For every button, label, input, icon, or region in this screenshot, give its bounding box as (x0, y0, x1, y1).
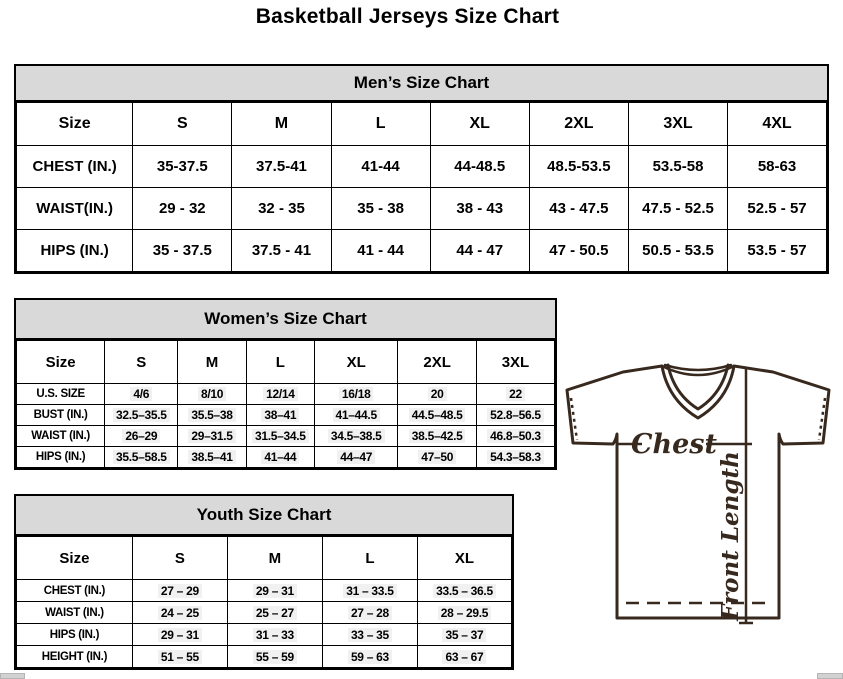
size-value: 55 – 59 (253, 650, 297, 664)
size-value: 35.5–58.5 (113, 450, 170, 464)
column-header: 3XL (628, 103, 727, 146)
size-value: 31 – 33.5 (343, 584, 396, 598)
size-value-cell (315, 384, 398, 405)
size-value: 32.5–35.5 (113, 408, 170, 422)
row-label: BUST (IN.) (17, 405, 105, 426)
size-value-cell (417, 624, 511, 646)
size-value-cell (246, 447, 314, 468)
size-value-cell (476, 426, 554, 447)
size-value: 38–41 (261, 408, 299, 422)
size-column-header: Size (17, 537, 133, 580)
size-column-header: Size (17, 103, 133, 146)
size-value: 29 – 31 (158, 628, 202, 642)
column-header: S (105, 341, 178, 384)
size-value-cell (227, 580, 322, 602)
size-value: 12/14 (263, 387, 298, 401)
size-value: 47–50 (418, 450, 456, 464)
size-value: 22 (506, 387, 525, 401)
size-value-cell (246, 384, 314, 405)
size-value-cell (322, 624, 417, 646)
size-value-cell (227, 624, 322, 646)
size-value: 35 – 37 (442, 628, 486, 642)
mens-size-chart (14, 64, 829, 274)
table-row (17, 188, 827, 230)
table-row (17, 230, 827, 272)
size-value-cell: 53.5-58 (628, 146, 727, 188)
size-value-cell (476, 384, 554, 405)
size-value-cell: 37.5-41 (232, 146, 331, 188)
size-value: 41–44 (261, 450, 299, 464)
front-length-label: Front Length (717, 451, 744, 621)
size-value: 38.5–41 (188, 450, 235, 464)
size-value-cell: 43 - 47.5 (529, 188, 628, 230)
size-value: 46.8–50.3 (487, 429, 544, 443)
column-header: L (322, 537, 417, 580)
size-value-cell (315, 447, 398, 468)
size-value: 35.5–38 (188, 408, 235, 422)
column-header: M (178, 341, 246, 384)
size-value-cell (178, 426, 246, 447)
size-value-cell (398, 447, 477, 468)
column-header: S (133, 103, 232, 146)
row-label: HIPS (IN.) (17, 447, 105, 468)
table-row (17, 426, 555, 447)
horizontal-scrollbar-right-button[interactable] (817, 673, 843, 679)
table-row (17, 384, 555, 405)
size-value-cell: 58-63 (728, 146, 827, 188)
size-value-cell (398, 426, 477, 447)
size-value: 38.5–42.5 (409, 429, 466, 443)
size-value-cell (322, 580, 417, 602)
size-value: 16/18 (339, 387, 374, 401)
size-value-cell: 47 - 50.5 (529, 230, 628, 272)
size-value-cell (132, 624, 227, 646)
size-value-cell (105, 447, 178, 468)
column-header: 4XL (728, 103, 827, 146)
size-value-cell (227, 602, 322, 624)
jersey-outline (567, 366, 829, 618)
table-title: Men’s Size Chart (16, 66, 827, 102)
size-value-cell (178, 447, 246, 468)
size-value-cell: 50.5 - 53.5 (628, 230, 727, 272)
size-value: 29 – 31 (253, 584, 297, 598)
size-value: 44–47 (337, 450, 375, 464)
size-value: 44.5–48.5 (409, 408, 466, 422)
horizontal-scrollbar-left-button[interactable] (0, 673, 25, 679)
youth-size-chart (14, 494, 514, 670)
size-value-cell: 37.5 - 41 (232, 230, 331, 272)
column-header: 2XL (529, 103, 628, 146)
column-header: L (246, 341, 314, 384)
size-value: 31 – 33 (253, 628, 297, 642)
size-value-cell: 35 - 37.5 (133, 230, 232, 272)
womens-size-chart (14, 298, 557, 470)
jersey-measurement-diagram (556, 356, 843, 668)
row-label: HIPS (IN.) (17, 230, 133, 272)
size-value-cell: 41-44 (331, 146, 430, 188)
column-header: L (331, 103, 430, 146)
size-value: 20 (428, 387, 447, 401)
size-value-cell (398, 384, 477, 405)
size-value: 31.5–34.5 (252, 429, 309, 443)
size-value-cell (105, 405, 178, 426)
size-value-cell (246, 426, 314, 447)
size-value-cell (476, 405, 554, 426)
size-value-cell (178, 384, 246, 405)
row-label: U.S. SIZE (17, 384, 105, 405)
column-header: M (227, 537, 322, 580)
chest-label: Chest (631, 429, 717, 460)
column-header: XL (315, 341, 398, 384)
womens-table (16, 340, 555, 468)
size-value-cell: 41 - 44 (331, 230, 430, 272)
size-value-cell: 47.5 - 52.5 (628, 188, 727, 230)
size-value-cell: 38 - 43 (430, 188, 529, 230)
size-value: 24 – 25 (158, 606, 202, 620)
size-value-cell (105, 384, 178, 405)
size-value: 4/6 (130, 387, 152, 401)
mens-table (16, 102, 827, 272)
size-value: 54.3–58.3 (487, 450, 544, 464)
column-header: XL (430, 103, 529, 146)
column-header: 3XL (476, 341, 554, 384)
table-title: Women’s Size Chart (16, 300, 555, 340)
size-value: 33 – 35 (348, 628, 392, 642)
column-header: M (232, 103, 331, 146)
size-value-cell: 52.5 - 57 (728, 188, 827, 230)
size-value-cell (322, 646, 417, 668)
size-value-cell: 32 - 35 (232, 188, 331, 230)
row-label: CHEST (IN.) (17, 146, 133, 188)
size-value-cell (246, 405, 314, 426)
size-value-cell: 44-48.5 (430, 146, 529, 188)
size-value-cell: 48.5-53.5 (529, 146, 628, 188)
size-value-cell: 29 - 32 (133, 188, 232, 230)
size-value: 28 – 29.5 (438, 606, 491, 620)
row-label: WAIST(IN.) (17, 188, 133, 230)
size-value-cell (322, 602, 417, 624)
table-row (17, 405, 555, 426)
table-title: Youth Size Chart (16, 496, 512, 536)
size-value: 63 – 67 (442, 650, 486, 664)
size-value-cell (417, 580, 511, 602)
size-value-cell (105, 426, 178, 447)
size-value: 52.8–56.5 (487, 408, 544, 422)
size-value-cell (315, 426, 398, 447)
row-label: CHEST (IN.) (17, 580, 133, 602)
page-title: Basketball Jerseys Size Chart (255, 5, 560, 28)
size-value-cell (417, 602, 511, 624)
size-value: 33.5 – 36.5 (433, 584, 496, 598)
size-value: 27 – 28 (348, 606, 392, 620)
size-value: 25 – 27 (253, 606, 297, 620)
size-value-cell (417, 646, 511, 668)
youth-table (16, 536, 512, 668)
size-column-header: Size (17, 341, 105, 384)
row-label: HIPS (IN.) (17, 624, 133, 646)
size-value: 26–29 (122, 429, 160, 443)
size-value-cell (132, 646, 227, 668)
size-value-cell (227, 646, 322, 668)
size-value: 29–31.5 (188, 429, 235, 443)
size-value: 59 – 63 (348, 650, 392, 664)
collar-back-arc-inner (665, 365, 731, 370)
row-label: WAIST (IN.) (17, 426, 105, 447)
table-row (17, 624, 512, 646)
size-value-cell (132, 602, 227, 624)
table-row (17, 580, 512, 602)
size-value: 51 – 55 (158, 650, 202, 664)
table-row (17, 447, 555, 468)
column-header: S (132, 537, 227, 580)
table-row (17, 646, 512, 668)
size-value-cell: 35 - 38 (331, 188, 430, 230)
size-value: 34.5–38.5 (328, 429, 385, 443)
size-value-cell (132, 580, 227, 602)
size-value: 27 – 29 (158, 584, 202, 598)
row-label: HEIGHT (IN.) (17, 646, 133, 668)
size-value-cell: 35-37.5 (133, 146, 232, 188)
column-header: XL (417, 537, 511, 580)
size-value: 8/10 (198, 387, 226, 401)
column-header: 2XL (398, 341, 477, 384)
size-value-cell: 53.5 - 57 (728, 230, 827, 272)
table-row (17, 602, 512, 624)
size-value-cell: 44 - 47 (430, 230, 529, 272)
size-value: 41–44.5 (333, 408, 380, 422)
table-row (17, 146, 827, 188)
size-value-cell (476, 447, 554, 468)
size-value-cell (315, 405, 398, 426)
size-value-cell (178, 405, 246, 426)
row-label: WAIST (IN.) (17, 602, 133, 624)
size-value-cell (398, 405, 477, 426)
